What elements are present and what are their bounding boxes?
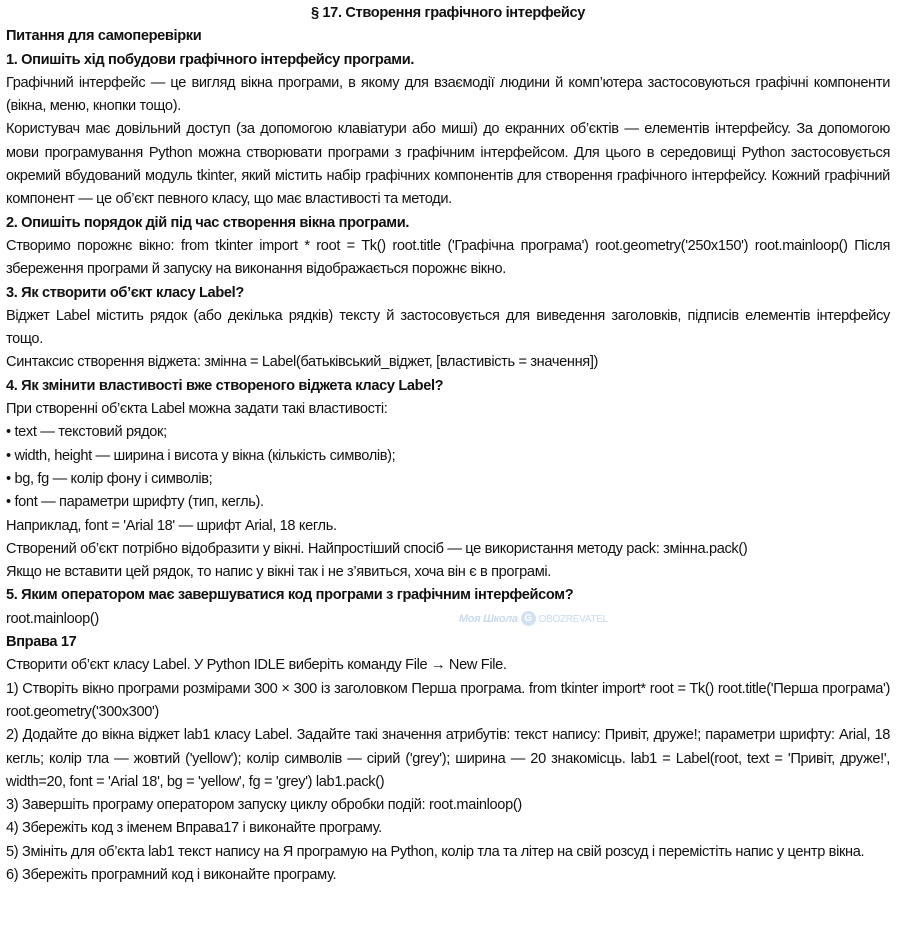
watermark-brand: Моя Школа bbox=[458, 612, 518, 625]
list-item: • font — параметри шрифту (тип, кегль). bbox=[6, 494, 264, 511]
exercise-step: 5) Змініть для об’єкта lab1 текст напису на Я програмую на Python, колір тла та літер на свій розсуд і перемістіть напис у центр вікна. bbox=[6, 843, 865, 860]
answer-paragraph: Користувач має довільний доступ (за допомогою клавіатури або миші) до екранних об’єктів — елементів інтерфейсу. За допомогою мови програмування Python можна створювати програми з графічним інтерфейсом. Для цього в середовищі Python застосовується окремий вбудований модуль tkinter, який містить набір графічних компонентів для створення графічного інтерфейсу. Кожний графічний компонент — це об’єкт певного класу, що має властивості та методи. bbox=[6, 121, 890, 208]
exercise-step: 6) Збережіть програмний код і виконайте програму. bbox=[6, 866, 337, 883]
answer-line: При створенні об’єкта Label можна задати такі властивості: bbox=[6, 401, 388, 418]
list-item: • width, height — ширина і висота у вікна (кількість символів); bbox=[6, 447, 396, 464]
answer-line: Наприклад, font = 'Arial 18' — шрифт Arial, 18 кегль. bbox=[6, 517, 337, 534]
watermark bbox=[459, 608, 608, 631]
watermark-partner: OBOZREVATEL bbox=[538, 613, 608, 625]
answer-line: Створений об’єкт потрібно відобразити у вікні. Найпростіший спосіб — це використання методу pack: змінна.pack() bbox=[6, 540, 748, 557]
document bbox=[6, 0, 890, 887]
answer-line: root.mainloop() bbox=[6, 610, 99, 627]
exercise-step: 3) Завершіть програму оператором запуску циклу обробки подій: root.mainloop() bbox=[6, 797, 522, 814]
exercise-step: 4) Збережіть код з іменем Вправа17 і виконайте програму. bbox=[6, 820, 382, 837]
answer-paragraph: Синтаксис створення віджета: змінна = Label(батьківський_віджет, [властивість = значення]) bbox=[6, 354, 599, 371]
exercise-step: 1) Створіть вікно програми розмірами 300 × 300 із заголовком Перша програма. from tkinter import* root = Tk() root.title('Перша програма') root.geometry('300x300') bbox=[6, 680, 890, 720]
answer-paragraph: Графічний інтерфейс — це вигляд вікна програми, в якому для взаємодії людини й комп’ютера застосовуються графічні компоненти (вікна, меню, кнопки тощо). bbox=[6, 74, 890, 115]
question-3: 3. Як створити об’єкт класу Label? bbox=[6, 284, 244, 301]
answer-paragraph: Створимо порожнє вікно: from tkinter import * root = Tk() root.title ('Графічна програма') root.geometry('250x150') root.mainloop() Після збереження програми й запуску на виконання відображається порожнє вікно. bbox=[6, 237, 890, 278]
question-2: 2. Опишіть порядок дій під час створення вікна програми. bbox=[6, 214, 410, 231]
exercise-heading: Вправа 17 bbox=[6, 634, 77, 651]
page-title: § 17. Створення графічного інтерфейсу bbox=[310, 5, 586, 21]
question-4: 4. Як змінити властивості вже створеного віджета класу Label? bbox=[6, 377, 444, 394]
question-5: 5. Яким оператором має завершуватися код програми з графічним інтерфейсом? bbox=[6, 587, 574, 604]
exercise-step: 2) Додайте до вікна віджет lab1 класу Label. Задайте такі значення атрибутів: текст напису: Привіт, друже!; параметри шрифту: Arial, 18 кегль; колір тла — жовтий ('yellow'); колір символів — сірий ('grey'); ширина — 20 знакомісць. lab1 = Label(root, text = 'Привіт, друже!', width=20, font = 'Arial 18', bg = 'yellow', fg = 'grey') lab1.pack() bbox=[6, 727, 890, 790]
answer-paragraph: Віджет Label містить рядок (або декілька рядків) тексту й застосовується для виведення заголовків, підписів елементів інтерфейсу тощо. bbox=[6, 307, 890, 348]
exercise-line: Створити об’єкт класу Label. У Python IDLE виберіть команду File → New File. bbox=[6, 657, 507, 674]
list-item: • text — текстовий рядок; bbox=[6, 424, 167, 441]
section-heading: Питання для самоперевірки bbox=[6, 28, 202, 45]
answer-row bbox=[6, 608, 890, 631]
answer-line: Якщо не вставити цей рядок, то напис у вікні так і не з’явиться, хоча він є в програмі. bbox=[6, 564, 551, 581]
question-1: 1. Опишіть хід побудови графічного інтерфейсу програми. bbox=[6, 51, 415, 68]
logo-icon: G bbox=[521, 611, 536, 626]
list-item: • bg, fg — колір фону і символів; bbox=[6, 470, 213, 487]
